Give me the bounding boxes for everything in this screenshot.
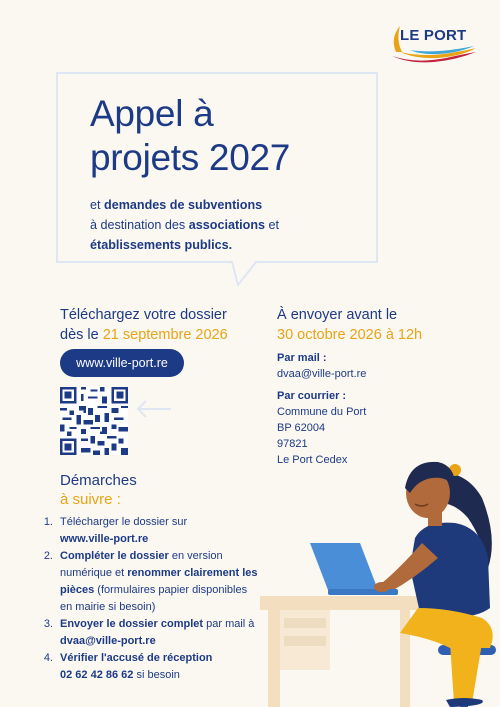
- step-number: 1.: [43, 516, 53, 528]
- steps-heading-line-2: à suivre :: [60, 491, 121, 508]
- subtitle-text: et: [90, 198, 105, 212]
- list-item: [40, 616, 260, 650]
- title-line-2: projets 2027: [90, 137, 291, 178]
- step-text: (formulaires papier disponibles en mairie si besoin): [60, 584, 248, 613]
- woman-laptop-illustration: [250, 448, 500, 707]
- steps-heading: [60, 471, 137, 509]
- subtitle-text: à destination des: [90, 218, 189, 232]
- mail-address[interactable]: dvaa@ville-port.re: [277, 368, 367, 380]
- download-heading: [60, 305, 228, 345]
- step-email[interactable]: dvaa@ville-port.re: [60, 635, 156, 647]
- mail-contact: [277, 350, 366, 382]
- subtitle: [90, 195, 279, 255]
- subtitle-bold: établissements publics.: [90, 238, 233, 252]
- download-date: 21 septembre 2026: [102, 327, 228, 343]
- step-text: si besoin: [133, 669, 180, 681]
- logo-text: LE PORT: [400, 27, 467, 44]
- step-number: 3.: [43, 618, 53, 630]
- send-heading: [277, 305, 422, 345]
- post-line: BP 62004: [277, 422, 326, 434]
- steps-heading-line-1: Démarches: [60, 472, 137, 489]
- le-port-logo: [386, 18, 478, 68]
- website-button[interactable]: www.ville-port.re: [60, 349, 184, 377]
- step-bold: renommer clairement les pièces: [60, 567, 258, 596]
- step-number: 2.: [43, 550, 53, 562]
- step-bold: Envoyer le dossier complet: [60, 618, 204, 630]
- step-text: en version numérique et: [60, 550, 223, 579]
- qr-code[interactable]: [60, 387, 128, 455]
- page-title: [90, 92, 290, 180]
- send-deadline: 30 octobre 2026 à 12h: [277, 327, 423, 343]
- subtitle-text: et: [265, 218, 280, 232]
- step-text: par mail à: [203, 618, 255, 630]
- step-link[interactable]: www.ville-port.re: [60, 533, 149, 545]
- list-item: [40, 514, 260, 548]
- step-bold: Vérifier l'accusé de réception: [60, 652, 213, 664]
- send-line-1: À envoyer avant le: [277, 307, 398, 323]
- step-phone[interactable]: 02 62 42 86 62: [60, 669, 134, 681]
- mail-label: Par mail :: [277, 352, 327, 364]
- steps-list: [40, 514, 260, 684]
- title-line-1: Appel à: [90, 93, 214, 134]
- post-line: Le Port Cedex: [277, 454, 348, 466]
- post-label: Par courrier :: [277, 390, 347, 402]
- list-item: [40, 650, 260, 684]
- post-line: 97821: [277, 438, 308, 450]
- step-text: Télécharger le dossier sur: [60, 516, 188, 528]
- step-bold: Compléter le dossier: [60, 550, 169, 562]
- post-line: Commune du Port: [277, 406, 367, 418]
- subtitle-bold: demandes de subventions: [104, 198, 263, 212]
- arrow-left-icon: [133, 398, 173, 420]
- subtitle-bold: associations: [188, 218, 266, 232]
- download-line-2: dès le: [60, 327, 103, 343]
- download-line-1: Téléchargez votre dossier: [60, 307, 227, 323]
- list-item: [40, 548, 260, 616]
- step-number: 4.: [43, 652, 53, 664]
